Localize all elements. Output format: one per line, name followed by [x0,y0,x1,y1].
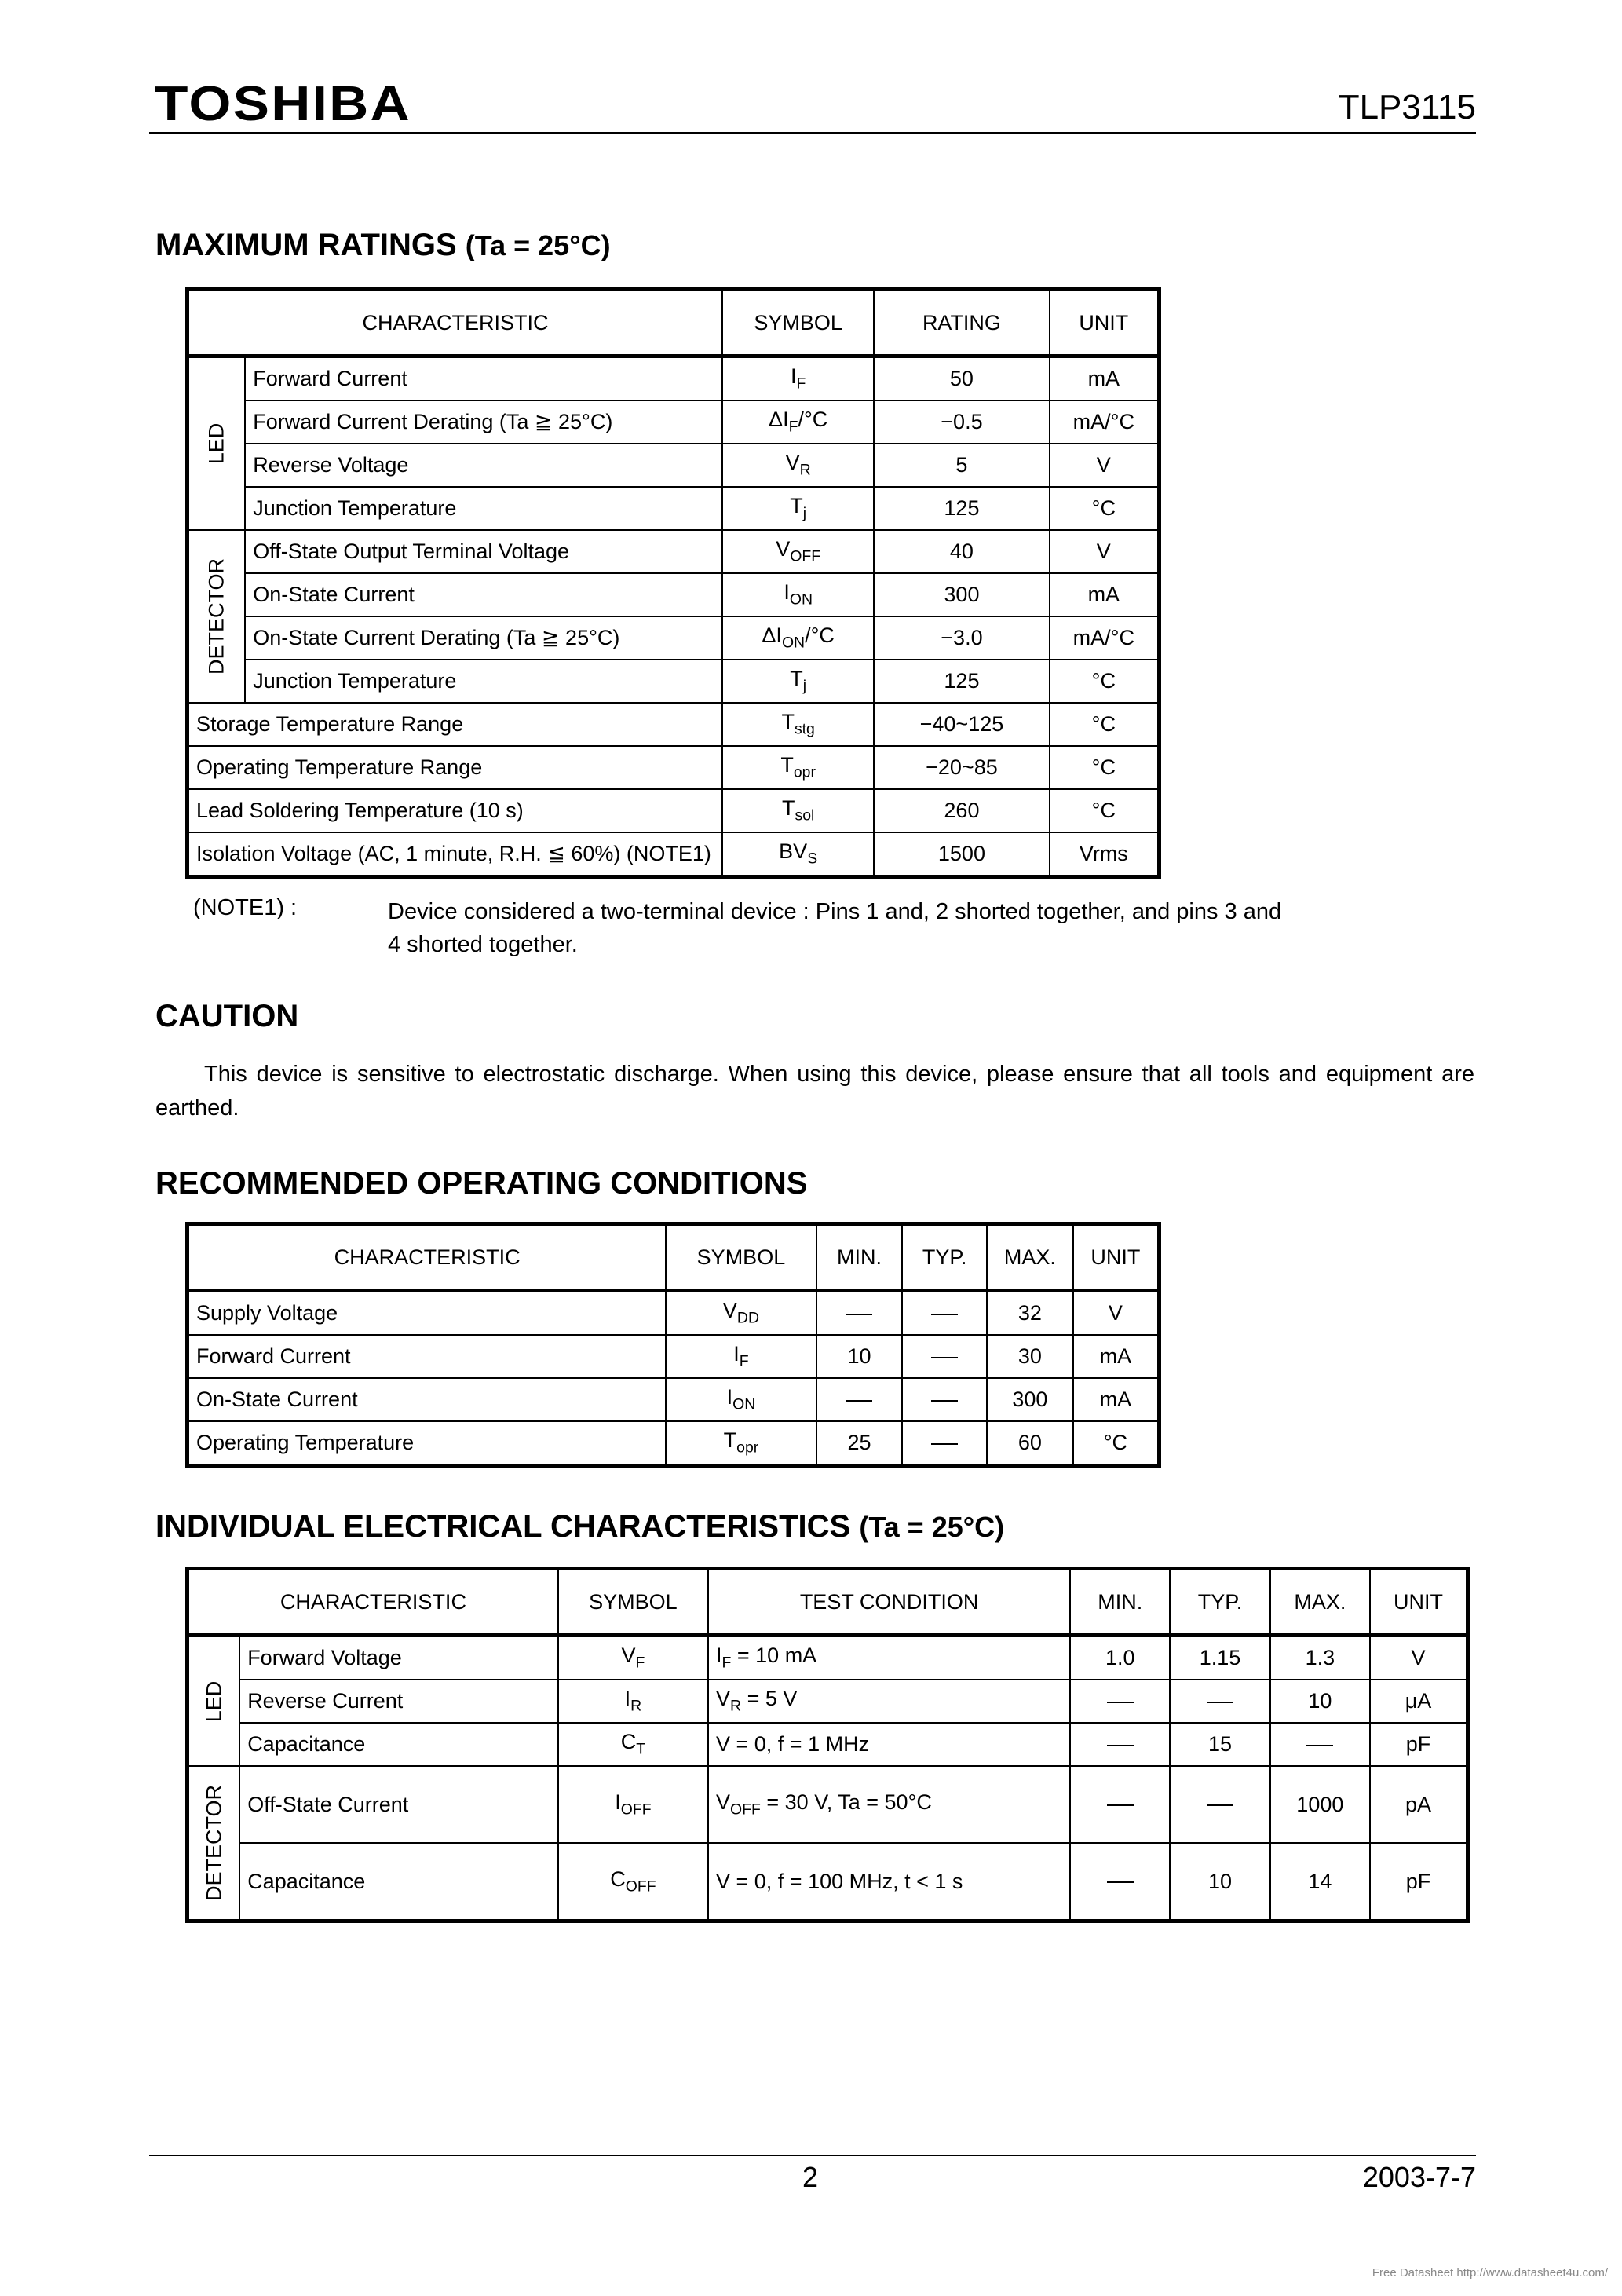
group-label-cell [188,530,246,703]
typ-cell: 1.15 [1170,1636,1269,1680]
symbol-subscript: T [636,1740,646,1758]
symbol-subscript: j [802,677,807,695]
symbol-subscript: stg [794,720,815,738]
characteristic-cell: Operating Temperature [188,1421,667,1466]
watermark: Free Datasheet http://www.datasheet4u.com/ [1372,2266,1608,2280]
rating-cell: −40~125 [874,703,1049,746]
header-rule [149,132,1476,134]
typ-cell [902,1378,987,1421]
max-cell: 30 [987,1335,1073,1378]
min-cell [1070,1843,1170,1921]
min-cell [1070,1680,1170,1723]
col-rating: RATING [874,290,1049,356]
group-label-cell [188,1766,240,1921]
symbol-base: V [722,1299,737,1323]
characteristic-cell: Reverse Current [239,1680,558,1723]
unit-cell: V [1050,444,1160,487]
symbol-base: ΔI [762,623,782,648]
characteristic-cell: Storage Temperature Range [188,703,723,746]
elec-heading: INDIVIDUAL ELECTRICAL CHARACTERISTICS (Ta = 25°C) [155,1509,1005,1544]
symbol-base: C [620,1730,637,1754]
max-cell: 1000 [1270,1766,1370,1843]
rating-cell: 125 [874,487,1049,530]
typ-cell [902,1291,987,1336]
symbol-suffix: /°C [805,623,835,648]
table-row [188,832,1160,877]
symbol-cell [722,573,874,616]
condition-subscript: R [730,1697,742,1715]
col-typ: TYP. [1170,1569,1269,1636]
dash-mark [1207,1804,1233,1806]
symbol-base: T [781,710,795,734]
toshiba-logo: TOSHIBA [155,77,411,131]
table-header-row [188,1224,1160,1291]
min-cell [816,1291,903,1336]
max-cell [1270,1723,1370,1766]
symbol-subscript: opr [736,1439,759,1457]
dash-mark [931,1400,958,1402]
symbol-base: T [780,753,794,777]
dash-mark [931,1357,958,1358]
col-characteristic: CHARACTERISTIC [188,1224,667,1291]
test-condition-cell [708,1636,1070,1680]
characteristic-cell: Supply Voltage [188,1291,667,1336]
dash-mark [1107,1702,1134,1703]
col-typ: TYP. [902,1224,987,1291]
symbol-subscript: DD [736,1309,759,1327]
symbol-base: V [776,537,791,561]
rating-cell: −0.5 [874,400,1049,444]
unit-cell: °C [1050,487,1160,530]
max-cell: 14 [1270,1843,1370,1921]
symbol-base: I [784,580,790,605]
characteristic-cell: On-State Current Derating (Ta ≧ 25°C) [245,616,722,660]
part-number: TLP3115 [1338,88,1476,126]
condition-main: V = 0, f = 1 MHz [716,1732,870,1756]
caution-text: This device is sensitive to electrostatic discharge. When using this device, please ensure that all tools and equipment are earthed. [155,1062,1474,1121]
symbol-cell [722,703,874,746]
rating-cell: 50 [874,356,1049,401]
min-cell: 25 [816,1421,903,1466]
dash-mark [846,1314,872,1315]
col-min: MIN. [1070,1569,1170,1636]
group-label: LED [202,1680,226,1722]
group-label: DETECTOR [204,558,228,675]
max-cell: 1.3 [1270,1636,1370,1680]
min-cell: 10 [816,1335,903,1378]
symbol-base: T [790,667,803,691]
table-row [188,616,1160,660]
dash-mark [846,1400,872,1402]
unit-cell: mA/°C [1050,616,1160,660]
symbol-cell [558,1766,708,1843]
symbol-subscript: R [799,461,811,479]
rating-cell: 260 [874,789,1049,832]
characteristic-cell: Isolation Voltage (AC, 1 minute, R.H. ≦ 60%) (NOTE1) [188,832,723,877]
symbol-base: BV [779,839,808,864]
condition-main: V [716,1790,731,1814]
symbol-subscript: ON [789,590,813,609]
characteristic-cell: Capacitance [239,1723,558,1766]
symbol-subscript: OFF [625,1877,656,1896]
table-row [188,1291,1160,1336]
unit-cell: mA [1050,573,1160,616]
characteristic-cell: Forward Current [245,356,722,401]
col-unit: UNIT [1370,1569,1467,1636]
symbol-cell [666,1378,816,1421]
condition-rest: = 10 mA [731,1643,817,1668]
symbol-cell [722,789,874,832]
symbol-suffix: /°C [798,408,828,432]
col-symbol: SYMBOL [558,1569,708,1636]
symbol-cell [666,1421,816,1466]
characteristic-cell: Off-State Output Terminal Voltage [245,530,722,573]
symbol-base: I [615,1790,621,1814]
typ-cell: 10 [1170,1843,1269,1921]
dash-mark [931,1314,958,1315]
footer-rule [149,2155,1476,2156]
group-label: DETECTOR [202,1784,226,1902]
test-condition-cell [708,1766,1070,1843]
symbol-base: V [621,1643,636,1668]
unit-cell: °C [1073,1421,1160,1466]
characteristic-cell: Off-State Current [239,1766,558,1843]
symbol-subscript: j [802,504,807,522]
characteristic-cell: On-State Current [188,1378,667,1421]
symbol-subscript: ON [732,1395,756,1413]
symbol-subscript: opr [793,763,816,781]
symbol-cell [722,444,874,487]
min-cell: 1.0 [1070,1636,1170,1680]
characteristic-cell: Lead Soldering Temperature (10 s) [188,789,723,832]
characteristic-cell: Junction Temperature [245,487,722,530]
note-label: (NOTE1) : [193,895,298,920]
symbol-subscript: R [630,1697,642,1715]
min-cell [1070,1766,1170,1843]
rating-cell: 300 [874,573,1049,616]
symbol-base: I [624,1687,631,1711]
characteristic-cell: Capacitance [239,1843,558,1921]
condition-rest: = 30 V, Ta = 50°C [760,1790,932,1814]
condition-main: V [716,1687,731,1711]
condition-rest: = 5 V [741,1687,798,1711]
table-row [188,789,1160,832]
typ-cell: 15 [1170,1723,1269,1766]
symbol-base: I [790,364,797,389]
unit-cell: mA [1050,356,1160,401]
symbol-cell [558,1723,708,1766]
unit-cell: mA [1073,1335,1160,1378]
symbol-cell [722,832,874,877]
test-condition-cell [708,1843,1070,1921]
symbol-base: I [733,1342,740,1366]
condition-main: V = 0, f = 100 MHz, t < 1 s [716,1869,963,1893]
symbol-cell [722,487,874,530]
max-cell: 60 [987,1421,1073,1466]
table-row [188,1636,1468,1680]
symbol-base: T [781,796,795,821]
symbol-cell [666,1291,816,1336]
symbol-cell [722,616,874,660]
typ-cell [1170,1680,1269,1723]
max-cell: 300 [987,1378,1073,1421]
unit-cell: mA [1073,1378,1160,1421]
symbol-subscript: S [807,850,818,868]
symbol-cell [722,660,874,703]
table-row [188,1680,1468,1723]
symbol-base: T [723,1428,737,1453]
symbol-cell [666,1335,816,1378]
unit-cell: V [1370,1636,1467,1680]
symbol-cell [558,1636,708,1680]
min-cell [1070,1723,1170,1766]
max-ratings-table [185,287,1161,879]
symbol-cell [722,530,874,573]
rating-cell: −3.0 [874,616,1049,660]
characteristic-cell: Operating Temperature Range [188,746,723,789]
symbol-subscript: sol [795,806,815,824]
col-test-condition: TEST CONDITION [708,1569,1070,1636]
unit-cell: pF [1370,1723,1467,1766]
col-characteristic: CHARACTERISTIC [188,290,723,356]
rating-cell: 40 [874,530,1049,573]
table-row [188,1335,1160,1378]
symbol-base: ΔI [769,408,789,432]
max-cell: 10 [1270,1680,1370,1723]
table-row [188,1766,1468,1843]
document-date: 2003-7-7 [1362,2161,1476,2193]
symbol-cell [722,746,874,789]
min-cell [816,1378,903,1421]
condition-subscript: OFF [730,1801,761,1819]
dash-mark [1306,1745,1333,1746]
typ-cell [902,1421,987,1466]
page-number: 2 [802,2161,819,2193]
symbol-subscript: F [796,375,806,393]
dash-mark [1107,1745,1134,1746]
symbol-subscript: F [635,1654,645,1672]
characteristic-cell: Reverse Voltage [245,444,722,487]
caution-heading: CAUTION [155,999,299,1033]
unit-cell: °C [1050,789,1160,832]
symbol-base: C [610,1866,626,1891]
rec-op-heading: RECOMMENDED OPERATING CONDITIONS [155,1166,808,1201]
symbol-cell [722,400,874,444]
symbol-subscript: ON [781,634,806,652]
col-min: MIN. [816,1224,903,1291]
unit-cell: °C [1050,746,1160,789]
rating-cell: 1500 [874,832,1049,877]
unit-cell: V [1073,1291,1160,1336]
table-row [188,660,1160,703]
typ-cell [902,1335,987,1378]
group-label-cell [188,1636,240,1767]
table-row [188,573,1160,616]
characteristic-cell: Junction Temperature [245,660,722,703]
test-condition-cell [708,1680,1070,1723]
elec-table [185,1567,1470,1923]
table-row [188,530,1160,573]
symbol-base: V [785,451,800,475]
symbol-base: T [790,494,803,518]
col-unit: UNIT [1050,290,1160,356]
symbol-subscript: OFF [620,1801,652,1819]
col-unit: UNIT [1073,1224,1160,1291]
table-row [188,400,1160,444]
unit-cell: mA/°C [1050,400,1160,444]
condition-main: I [716,1643,722,1668]
unit-cell: °C [1050,703,1160,746]
characteristic-cell: Forward Current Derating (Ta ≧ 25°C) [245,400,722,444]
dash-mark [1107,1881,1134,1883]
note-text: Device considered a two-terminal device : Pins 1 and, 2 shorted together, and pins 3 and 4 shorted together. [388,899,1282,957]
unit-cell: Vrms [1050,832,1160,877]
test-condition-cell [708,1723,1070,1766]
characteristic-cell: On-State Current [245,573,722,616]
unit-cell: °C [1050,660,1160,703]
characteristic-cell: Forward Voltage [239,1636,558,1680]
dash-mark [931,1443,958,1445]
col-symbol: SYMBOL [666,1224,816,1291]
col-characteristic: CHARACTERISTIC [188,1569,558,1636]
symbol-subscript: F [739,1352,749,1370]
dash-mark [1107,1804,1134,1806]
table-row [188,487,1160,530]
col-max: MAX. [987,1224,1073,1291]
rating-cell: 5 [874,444,1049,487]
table-row [188,444,1160,487]
rec-op-table [185,1222,1161,1468]
table-row [188,1378,1160,1421]
symbol-cell [558,1680,708,1723]
unit-cell: V [1050,530,1160,573]
max-ratings-heading: MAXIMUM RATINGS (Ta = 25°C) [155,228,611,262]
table-row [188,703,1160,746]
unit-cell: pA [1370,1766,1467,1843]
group-label-cell [188,356,246,531]
col-symbol: SYMBOL [722,290,874,356]
table-row [188,356,1160,401]
rating-cell: 125 [874,660,1049,703]
table-row [188,746,1160,789]
symbol-subscript: OFF [790,547,821,565]
symbol-base: I [726,1385,733,1409]
symbol-cell [558,1843,708,1921]
unit-cell: μA [1370,1680,1467,1723]
col-max: MAX. [1270,1569,1370,1636]
table-row [188,1723,1468,1766]
group-label: LED [204,422,228,465]
max-cell: 32 [987,1291,1073,1336]
symbol-cell [722,356,874,401]
rating-cell: −20~85 [874,746,1049,789]
condition-subscript: F [721,1654,732,1672]
dash-mark [1207,1702,1233,1703]
typ-cell [1170,1766,1269,1843]
table-header-row [188,290,1160,356]
unit-cell: pF [1370,1843,1467,1921]
table-row [188,1421,1160,1466]
characteristic-cell: Forward Current [188,1335,667,1378]
table-header-row [188,1569,1468,1636]
symbol-subscript: F [788,418,798,436]
table-row [188,1843,1468,1921]
